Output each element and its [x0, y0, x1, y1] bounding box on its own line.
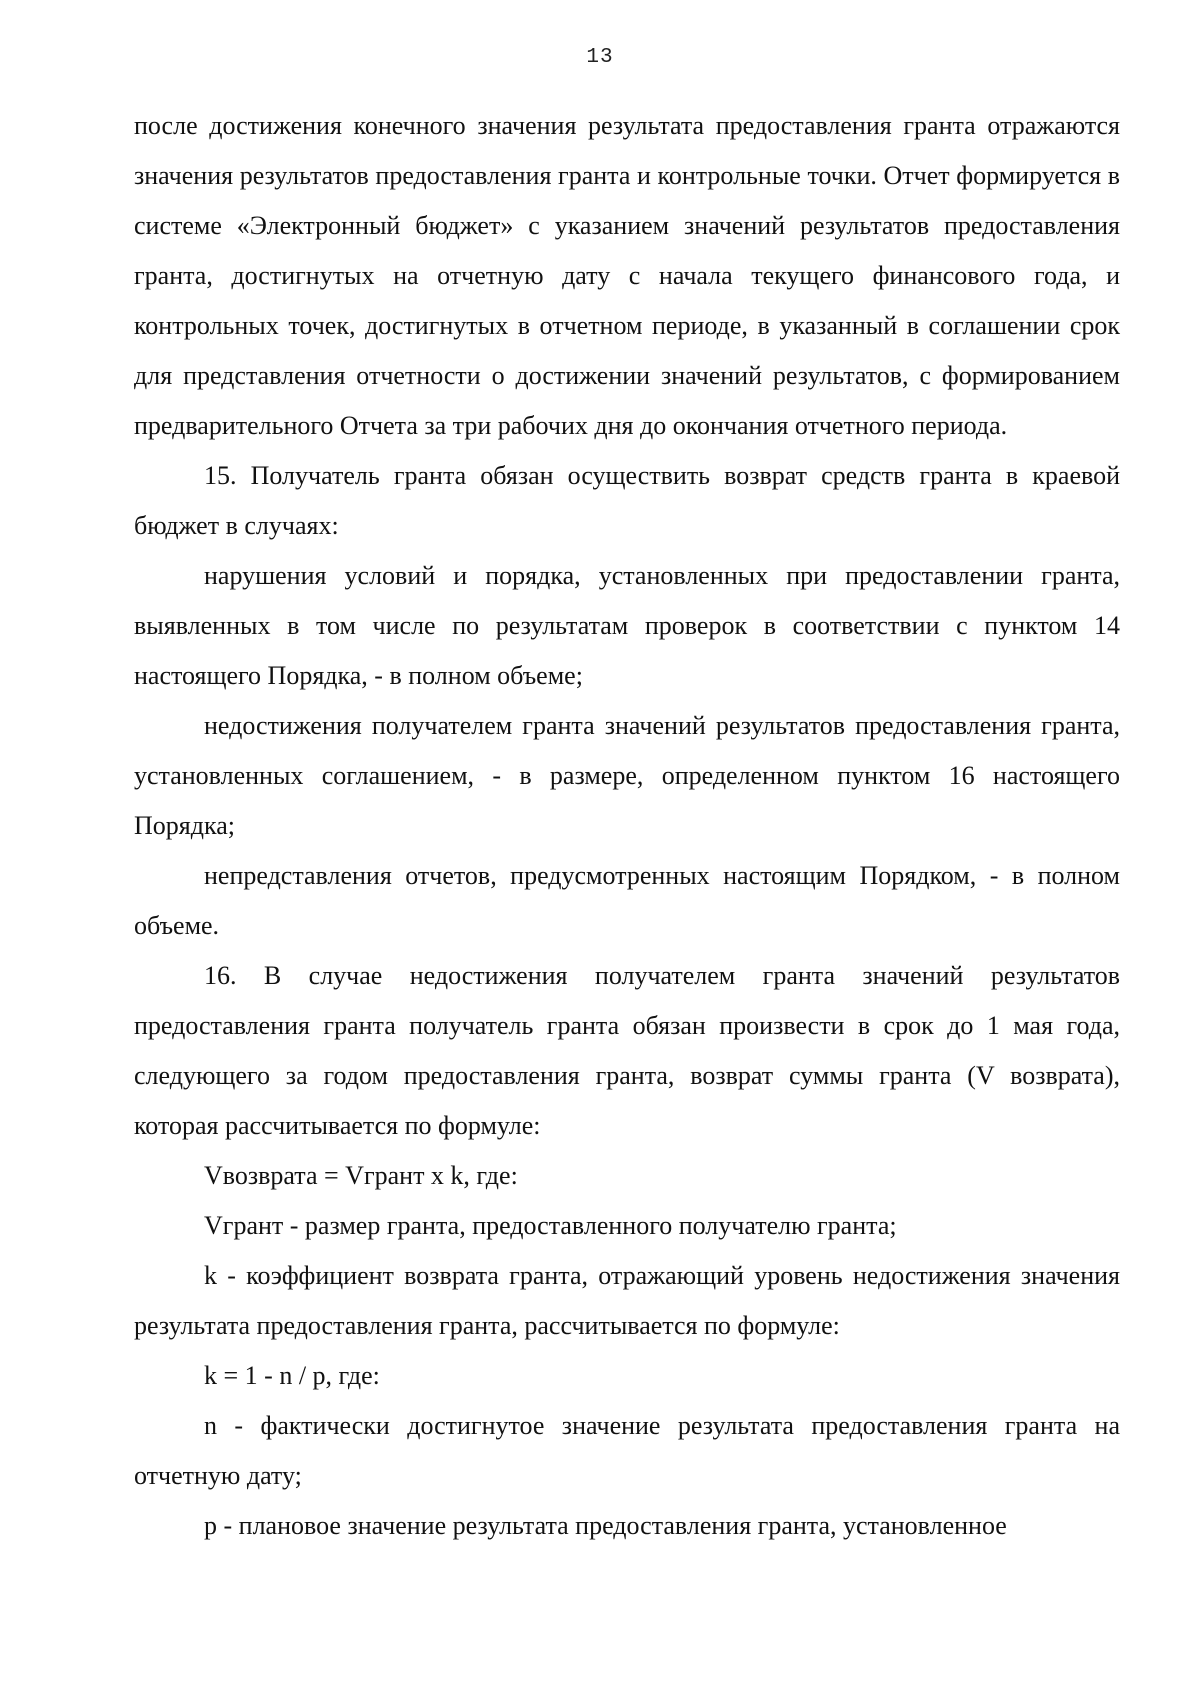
formula-k: k = 1 - n / p, где:	[204, 1361, 380, 1390]
page-number: 13	[586, 46, 614, 69]
definition-vgrant: Vгрант - размер гранта, предоставленного получателю гранта;	[204, 1211, 897, 1240]
paragraph-missing-reports: непредставления отчетов, предусмотренных настоящим Порядком, - в полном объеме.	[134, 861, 1120, 940]
paragraph-violation-conditions: нарушения условий и порядка, установленных при предоставлении гранта, выявленных в том числе по результатам проверок в соответствии с пунктом 14 настоящего Порядка, - в полном объеме;	[134, 561, 1120, 690]
definition-n: n - фактически достигнутое значение результата предоставления гранта на отчетную дату;	[134, 1411, 1120, 1490]
definition-k: k - коэффициент возврата гранта, отражающий уровень недостижения значения результата предоставления гранта, рассчитывается по формуле:	[134, 1261, 1120, 1340]
paragraph-continuation: после достижения конечного значения результата предоставления гранта отражаются значения результатов предоставления гранта и контрольные точки. Отчет формируется в системе «Электронный бюджет» с указанием значений результатов предоставления гранта, достигнутых на отчетную дату с начала текущего финансового года, и контрольных точек, достигнутых в отчетном периоде, в указанный в соглашении срок для представления отчетности о достижении значений результатов, с формированием предварительного Отчета за три рабочих дня до окончания отчетного периода.	[134, 111, 1120, 440]
paragraph-item-15: 15. Получатель гранта обязан осуществить возврат средств гранта в краевой бюджет в случаях:	[134, 461, 1120, 540]
paragraph-item-16: 16. В случае недостижения получателем гранта значений результатов предоставления гранта получатель гранта обязан произвести в срок до 1 мая года, следующего за годом предоставления гранта, возврат суммы гранта (V возврата), которая рассчитывается по формуле:	[134, 961, 1120, 1140]
formula-refund: Vвозврата = Vгрант x k, где:	[204, 1161, 518, 1190]
paragraph-underachievement: недостижения получателем гранта значений результатов предоставления гранта, установленных соглашением, - в размере, определенном пунктом 16 настоящего Порядка;	[134, 711, 1120, 840]
document-body	[134, 101, 1120, 1551]
definition-p: p - плановое значение результата предоставления гранта, установленное	[204, 1511, 1007, 1540]
